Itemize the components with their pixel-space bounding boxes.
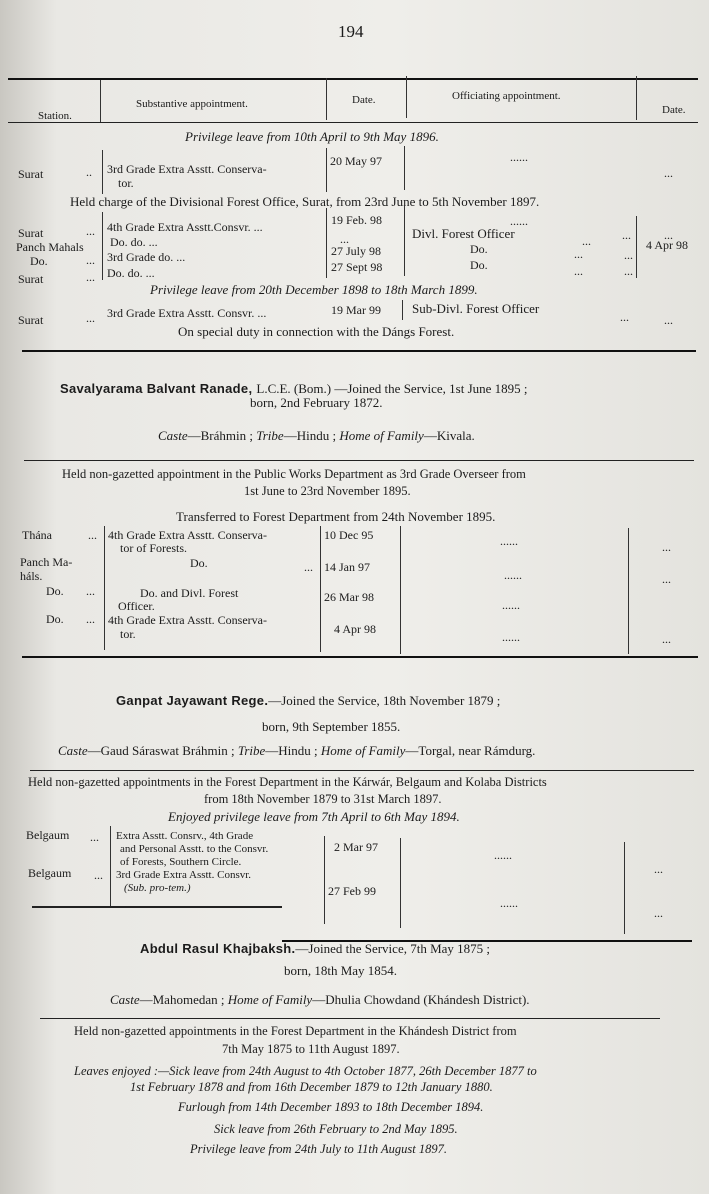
date2-cell: ... [664, 166, 673, 180]
row-end-dots: ... [620, 310, 629, 324]
row-end-dots: ... [574, 247, 583, 261]
leader-dots: ... [88, 528, 97, 542]
column-rule [326, 208, 327, 278]
column-rule [326, 148, 327, 192]
officer-born: born, 2nd February 1872. [250, 395, 383, 410]
leader-dots: .. [86, 165, 92, 179]
header-divider [100, 80, 101, 122]
date2-cell: ... [662, 632, 671, 646]
leader-dots: ... [90, 830, 99, 844]
section-rule [40, 1018, 660, 1019]
tribe-label: Tribe [237, 743, 266, 758]
column-rule [400, 838, 401, 928]
tribe-label: Tribe [256, 428, 284, 443]
officiating-cell: ...... [510, 214, 528, 228]
header-officiating: Officiating appointment. [452, 90, 561, 102]
header-divider [406, 76, 407, 118]
section-rule [32, 906, 282, 908]
officer-joined: —Joined the Service, 7th May 1875 ; [295, 941, 491, 956]
leave-note: Enjoyed privilege leave from 7th April to 6th May 1894. [168, 809, 460, 824]
date-cell: 14 Jan 97 [324, 560, 370, 574]
station-cell: Do. [46, 612, 64, 626]
station-cell: Panch Mahals [16, 240, 84, 254]
caste-value: —Mahomedan ; [139, 992, 225, 1007]
date2-cell: ... [654, 906, 663, 920]
appointment-cell: Extra Asstt. Consrv., 4th Grade [116, 830, 254, 842]
station-cell: Surat [18, 167, 44, 181]
section-rule [22, 350, 696, 352]
held-note: Held non-gazetted appointments in the Forest Department in the Khándesh District from [74, 1024, 517, 1038]
appointment-cell: 3rd Grade do. ... [107, 250, 186, 264]
appointment-cell: 4th Grade Extra Asstt. Conserva- [108, 613, 267, 627]
appointment-cell: 4th Grade Extra Asstt. Conserva- [108, 528, 267, 542]
leader-dots: ... [86, 270, 95, 284]
officer-heading [116, 692, 500, 710]
leader-dots: ... [94, 868, 103, 882]
column-rule [102, 150, 103, 194]
caste-line [58, 743, 535, 759]
date-cell: 19 Mar 99 [331, 303, 381, 317]
header-divider [326, 78, 327, 120]
home-value: —Kivala. [423, 428, 475, 443]
header-date2: Date. [662, 104, 686, 116]
officiating-cell: Sub-Divl. Forest Officer [412, 301, 540, 316]
tribe-value: —Hindu ; [283, 428, 337, 443]
transfer-note: Transferred to Forest Department from 24th November 1895. [176, 509, 496, 524]
station-cell: Surat [18, 313, 44, 327]
column-rule [402, 300, 403, 320]
column-rule [400, 526, 401, 654]
appointment-cell: (Sub. pro-tem.) [124, 882, 191, 894]
date2-cell: ... [664, 313, 673, 327]
station-cell: Thána [22, 528, 52, 542]
date-cell: 20 May 97 [330, 154, 382, 168]
home-label: Home of Family [320, 743, 406, 758]
row-end-dots: ... [582, 234, 591, 248]
column-rule [404, 146, 405, 190]
row-end-dots: ... [574, 264, 583, 278]
caste-label: Caste [158, 428, 188, 443]
officer-joined: —Joined the Service, 18th November 1879 ; [268, 693, 501, 708]
home-label: Home of Family [227, 992, 313, 1007]
date2-cell: ... [624, 264, 633, 278]
header-divider [636, 76, 637, 120]
column-rule [624, 842, 625, 934]
leader-dots: ... [86, 311, 95, 325]
officer-qualification: L.C.E. (Bom.) —Joined the Service, 1st June 1895 ; [256, 381, 528, 396]
officer-heading [140, 940, 490, 958]
date2-cell: ... [654, 862, 663, 876]
appointment-cell: of Forests, Southern Circle. [120, 856, 242, 868]
appointment-cell: Do. and Divl. Forest [140, 586, 239, 600]
station-cell: Surat [18, 272, 44, 286]
special-duty-note: On special duty in connection with the Dángs Forest. [178, 324, 455, 339]
officer-name: Ganpat Jayawant Rege. [116, 693, 269, 708]
leave-note: Privilege leave from 10th April to 9th May 1896. [185, 129, 439, 144]
date2-cell: ... [624, 248, 633, 262]
column-rule [324, 836, 325, 924]
date2-cell: 4 Apr 98 [646, 238, 688, 252]
officer-name: Savalyarama Balvant Ranade, [60, 381, 253, 396]
officiating-cell: ...... [502, 630, 520, 644]
station-cell: Belgaum [26, 828, 70, 842]
station-cell: Belgaum [28, 866, 72, 880]
leave-line: Sick leave from 26th February to 2nd May 1895. [214, 1122, 458, 1136]
date-cell: 4 Apr 98 [334, 622, 376, 636]
station-cell: Surat [18, 226, 44, 240]
caste-value: —Gaud Sáraswat Bráhmin ; [87, 743, 235, 758]
appointment-cell: Do. do. ... [110, 235, 158, 249]
held-note: Held non-gazetted appointments in the Forest Department in the Kárwár, Belgaum and Kolaba Districts [28, 775, 547, 789]
home-value: —Dhulia Chowdand (Khándesh District). [312, 992, 530, 1007]
officiating-cell: Do. [470, 242, 488, 256]
leader-dots: ... [86, 612, 95, 626]
column-rule [104, 526, 105, 650]
column-rule [636, 216, 637, 278]
appointment-cell: Do. do. ... [107, 266, 155, 280]
officiating-cell: ...... [510, 150, 528, 164]
date2-cell: ... [664, 228, 673, 242]
leader-dots: ... [86, 224, 95, 238]
appointment-cell: 3rd Grade Extra Asstt. Consvr. [116, 869, 252, 881]
date-cell: 26 Mar 98 [324, 590, 374, 604]
appointment-cell: 3rd Grade Extra Asstt. Conserva- [107, 162, 267, 176]
held-note: 7th May 1875 to 11th August 1897. [222, 1042, 400, 1056]
leader-dots: ... [86, 253, 95, 267]
appointment-cell: 4th Grade Extra Asstt.Consvr. ... [107, 220, 263, 234]
header-bottom-rule [8, 122, 698, 123]
officer-born: born, 9th September 1855. [262, 719, 401, 734]
date-cell: 2 Mar 97 [334, 840, 378, 854]
held-charge-note: Held charge of the Divisional Forest Office, Surat, from 23rd June to 5th November 1897. [70, 194, 540, 209]
leave-line: Furlough from 14th December 1893 to 18th December 1894. [178, 1100, 484, 1114]
column-rule [320, 526, 321, 652]
officiating-cell: ...... [500, 534, 518, 548]
station-cell: Panch Ma- [20, 555, 73, 569]
leave-note: Privilege leave from 20th December 1898 to 18th March 1899. [150, 282, 478, 297]
appointment-cell: tor of Forests. [120, 541, 187, 555]
station-cell: háls. [20, 569, 43, 583]
date-cell: 10 Dec 95 [324, 528, 374, 542]
page-number: 194 [338, 22, 364, 41]
appointment-cell: tor. [120, 627, 136, 641]
held-note: from 18th November 1879 to 31st March 1897. [204, 792, 442, 806]
column-rule [628, 528, 629, 654]
held-note: 1st June to 23rd November 1895. [244, 484, 411, 498]
date-cell: 27 Sept 98 [331, 260, 383, 274]
caste-line [158, 428, 475, 444]
header-date: Date. [352, 94, 376, 106]
section-rule [30, 770, 694, 771]
appointment-cell: and Personal Asstt. to the Consvr. [120, 843, 269, 855]
caste-label: Caste [110, 992, 140, 1007]
officiating-cell: Divl. Forest Officer [412, 226, 515, 241]
leader-dots: ... [304, 560, 313, 574]
officiating-cell: ...... [494, 848, 512, 862]
appointment-cell: Officer. [118, 599, 155, 613]
date-cell: 19 Feb. 98 [331, 213, 382, 227]
caste-line [110, 992, 530, 1008]
date-cell: 27 Feb 99 [328, 884, 376, 898]
tribe-value: —Hindu ; [265, 743, 318, 758]
header-substantive: Substantive appointment. [136, 98, 248, 110]
section-rule [22, 656, 698, 658]
officiating-cell: ...... [504, 568, 522, 582]
officiating-cell: ...... [502, 598, 520, 612]
home-value: —Torgal, near Rámdurg. [405, 743, 536, 758]
column-rule [102, 212, 103, 280]
column-rule [404, 206, 405, 276]
station-cell: Do. [30, 254, 48, 268]
officer-born: born, 18th May 1854. [284, 963, 398, 978]
date2-cell: ... [662, 540, 671, 554]
appointment-cell: Do. [190, 556, 208, 570]
caste-label: Caste [58, 743, 88, 758]
appointment-cell: tor. [118, 176, 134, 190]
column-rule [110, 826, 111, 906]
section-rule [24, 460, 694, 461]
date-cell: 27 July 98 [331, 244, 382, 258]
row-end-dots: ... [622, 228, 631, 242]
home-label: Home of Family [339, 428, 424, 443]
header-station: Station. [38, 110, 72, 122]
caste-value: —Bráhmin ; [187, 428, 253, 443]
date2-cell: ... [662, 572, 671, 586]
officiating-cell: ...... [500, 896, 518, 910]
leave-line: Leaves enjoyed :—Sick leave from 24th August to 4th October 1877, 26th December 1877 to [74, 1064, 537, 1078]
leave-line: 1st February 1878 and from 16th December 1879 to 12th January 1880. [130, 1080, 493, 1094]
officiating-cell: Do. [470, 258, 488, 272]
leave-line: Privilege leave from 24th July to 11th August 1897. [190, 1142, 448, 1156]
station-cell: Do. [46, 584, 64, 598]
leader-dots: ... [86, 584, 95, 598]
header-top-rule [8, 78, 698, 80]
officer-name: Abdul Rasul Khajbaksh. [140, 941, 296, 956]
held-note: Held non-gazetted appointment in the Public Works Department as 3rd Grade Overseer from [62, 467, 526, 481]
appointment-cell: 3rd Grade Extra Asstt. Consvr. ... [107, 306, 267, 320]
date-cell: ... [340, 232, 349, 246]
